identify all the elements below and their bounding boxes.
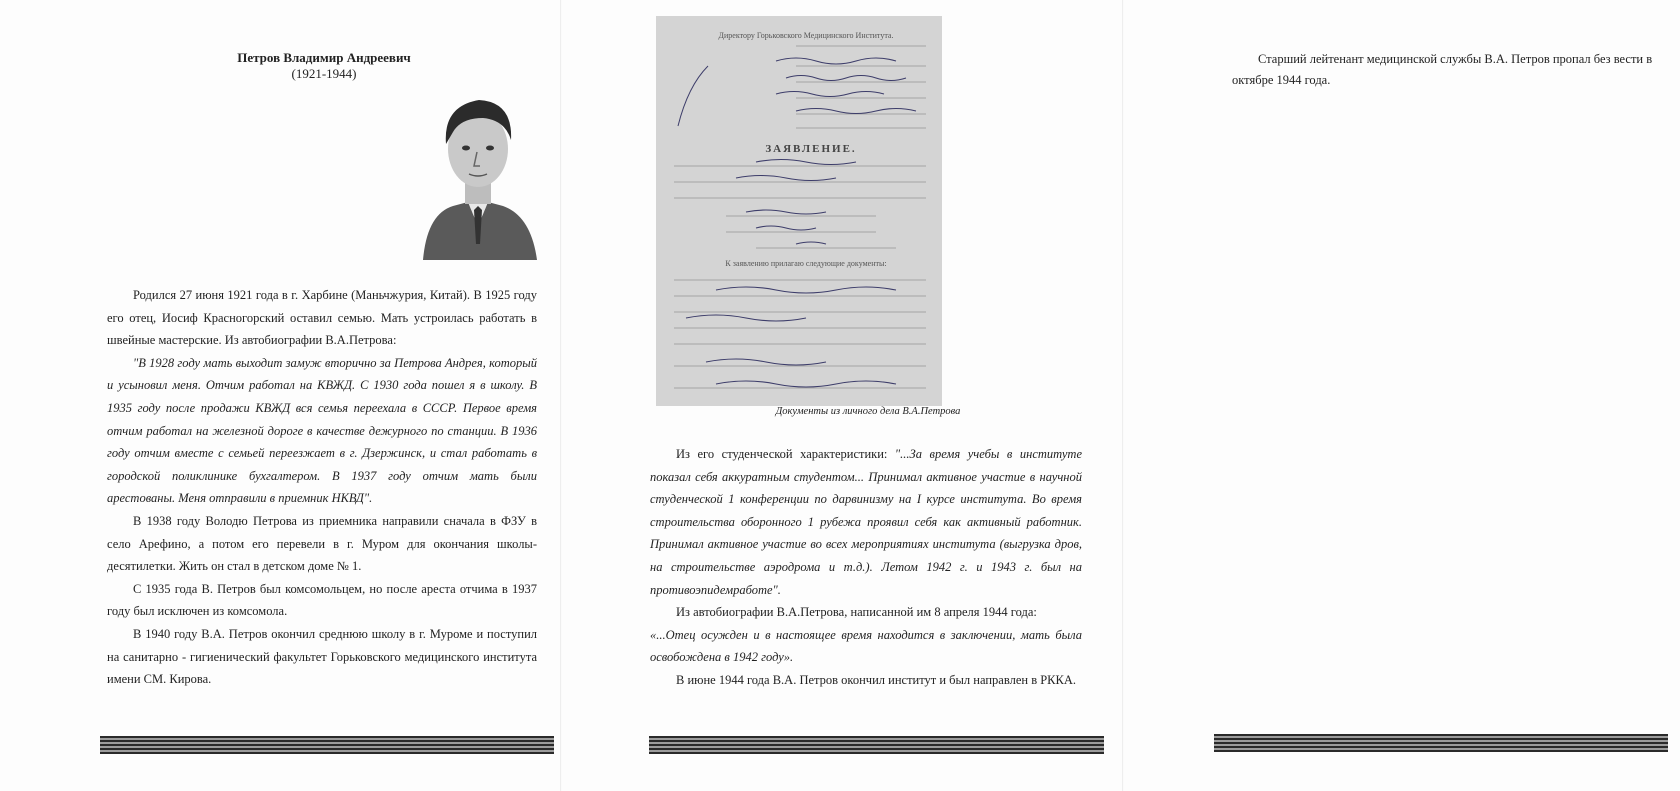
archive-document-image: [656, 16, 942, 406]
paragraph: В 1938 году Володю Петрова из приемника направили сначала в ФЗУ в село Арефино, а потом его перевели в г. Муром для окончания школы-десятилетки. Жить он стал в детском доме № 1.: [107, 513, 537, 574]
person-name: Петров Владимир Андреевич: [237, 50, 411, 65]
page-3: [1124, 0, 1680, 791]
paragraph: В июне 1944 года В.А. Петров окончил институт и был направлен в РККА.: [676, 672, 1076, 687]
document-title: ЗАЯВЛЕНИЕ.: [765, 143, 857, 155]
fate-text: [1232, 49, 1666, 91]
characteristic-quote: "...За время учебы в институте показал себя аккуратным студентом... Принимал активное участие в научной студенческой 1 конференции по дарвинизму на I курсе института. Во время строительства оборонного 1 рубежа проявил себя как активный работник. Принимал активное участие во всех мероприятиях института (выгрузка дров, на строительстве аэродрома и т.д.). Летом 1942 г. и 1943 г. был на противоэпидемработе".: [650, 447, 1082, 597]
st-george-ribbon: [100, 736, 554, 754]
document-list-heading: К заявлению прилагаю следующие документы:: [725, 259, 887, 268]
life-years: (1921-1944): [291, 66, 357, 81]
biography-text: [107, 284, 537, 691]
document-caption: Документы из личного дела В.А.Петрова: [775, 406, 961, 417]
paragraph: Родился 27 июня 1921 года в г. Харбине (Маньчжурия, Китай). В 1925 году его отец, Иосиф Красногорский оставил семью. Мать устроилась работать в швейные мастерские. Из автобиографии В.А.Петрова:: [107, 288, 537, 348]
page-1: [0, 0, 561, 791]
autobiography-quote: «...Отец осужден и в настоящее время находится в заключении, мать была освобождена в 1942 году».: [650, 627, 1082, 665]
paragraph: В 1940 году В.А. Петров окончил среднюю школу в г. Муроме и поступил на санитарно - гигиенический факультет Горьковского медицинского института имени СМ. Кирова.: [107, 626, 537, 687]
paragraph: Старший лейтенант медицинской службы В.А. Петров пропал без вести в октябре 1944 года.: [1232, 52, 1653, 87]
paragraph-lead: Из его студенческой характеристики:: [676, 447, 895, 461]
st-george-ribbon: [649, 736, 1104, 754]
st-george-ribbon: [1214, 734, 1668, 752]
application-form-scan: [656, 16, 942, 406]
autobiography-quote: "В 1928 году мать выходит замуж вторично за Петрова Андрея, который и усыновил меня. Отчим работал на КВЖД. С 1930 года пошел я в школу. В 1935 году после продажи КВЖД вся семья переехала в СССР. Первое время отчим работал на железной дороге в качестве дежурного по станции. В 1936 году отчим вместе с семьей переезжает в г. Дзержинск, и стал работать в городской поликлинике бухгалтером. В 1937 году отчим мать были арестованы. Меня отправили в приемник НКВД".: [107, 355, 537, 506]
paragraph: Из автобиографии В.А.Петрова, написанной им 8 апреля 1944 года:: [676, 605, 1037, 620]
page-2: [562, 0, 1123, 791]
characteristic-text: [650, 443, 1082, 692]
paragraph: С 1935 года В. Петров был комсомольцем, но после ареста отчима в 1937 году был исключен из комсомола.: [107, 581, 537, 619]
document-header: Директору Горьковского Медицинского Института.: [718, 31, 894, 40]
paragraph: [650, 443, 1082, 601]
portrait-image: [413, 94, 543, 260]
